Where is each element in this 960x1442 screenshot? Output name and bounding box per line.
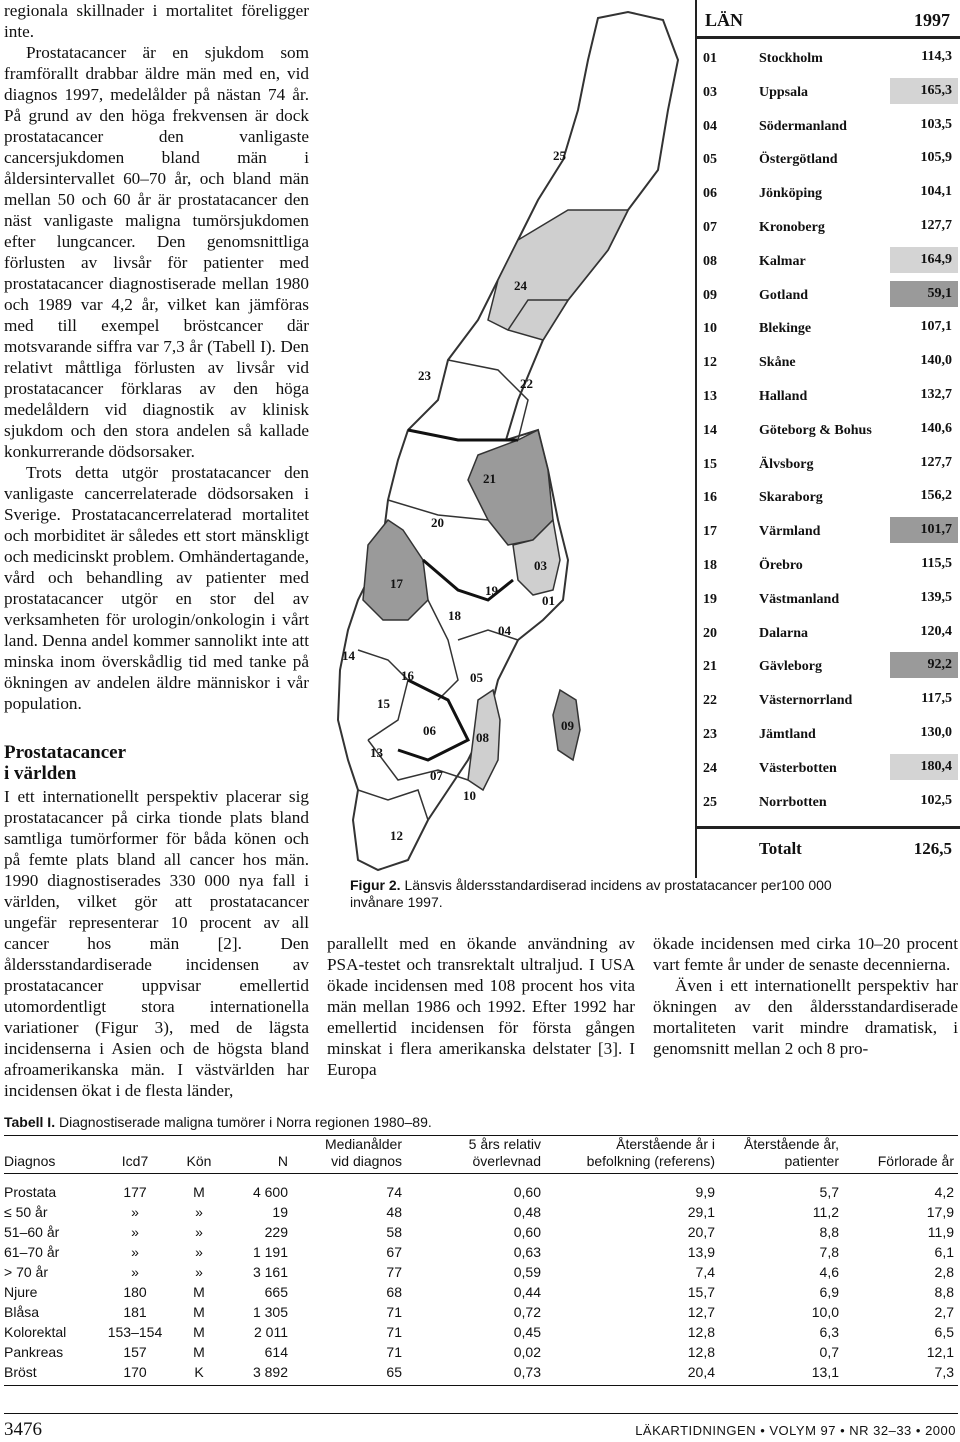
header-line: Återstående år, (744, 1136, 839, 1152)
legend-county-code: 08 (703, 253, 717, 269)
table-cell: Bröst (4, 1362, 100, 1386)
legend-county-code: 17 (703, 524, 717, 540)
legend-county-code: 25 (703, 794, 717, 810)
table-cell: 74 (386, 1184, 402, 1200)
legend-total-label: Totalt (759, 839, 802, 858)
map-label-22: 22 (520, 376, 533, 391)
table-cell: 170 (100, 1362, 174, 1386)
legend-county-code: 04 (703, 118, 717, 134)
legend-incidence-value: 59,1 (890, 281, 958, 307)
section-heading (4, 742, 309, 784)
map-label-18: 18 (448, 608, 461, 623)
legend-county-name: Norrbotten (759, 794, 827, 810)
legend-row (697, 718, 960, 752)
table-row (4, 1362, 958, 1386)
legend-incidence-value: 140,0 (920, 353, 952, 369)
map-label-12: 12 (390, 828, 403, 843)
header-line: befolkning (referens) (586, 1153, 715, 1169)
col-header-n: N (228, 1136, 292, 1174)
legend-incidence-value: 130,0 (920, 725, 952, 740)
figure-caption (350, 877, 850, 911)
page-number: 3476 (4, 1419, 42, 1440)
table-cell: 20,7 (687, 1224, 715, 1240)
table-cell: ≤ 50 år (4, 1204, 48, 1220)
table-cell: 8,8 (934, 1284, 954, 1300)
legend-county-name: Gävleborg (759, 659, 822, 675)
legend-county-name: Östergötland (759, 152, 838, 168)
table-cell: 2,8 (934, 1264, 954, 1280)
legend-county-name: Gotland (759, 287, 809, 303)
table-cell: Kolorektal (4, 1324, 67, 1340)
table-cell: > 70 år (4, 1264, 48, 1280)
table-cell: 12,1 (926, 1344, 954, 1360)
table-row (4, 1322, 958, 1342)
legend-county-name: Blekinge (759, 321, 812, 337)
legend-incidence-value: 164,9 (890, 247, 958, 273)
legend-incidence-value: 132,7 (920, 387, 952, 402)
map-label-01: 01 (542, 593, 555, 608)
legend-row (697, 752, 960, 786)
table-cell: K (174, 1362, 228, 1386)
col-header-remaining-population (545, 1136, 719, 1174)
legend-row (697, 583, 960, 617)
map-label-14: 14 (342, 648, 355, 663)
header-line: patienter (784, 1153, 839, 1169)
table-title (4, 1114, 432, 1130)
legend-county-name: Västerbotten (759, 760, 837, 776)
table-cell: Prostata (4, 1184, 57, 1200)
table-cell: » (131, 1244, 139, 1260)
table-cell: 7,3 (843, 1362, 958, 1386)
legend-county-code: 18 (703, 558, 717, 573)
table-cell: 12,8 (687, 1324, 715, 1340)
table-cell: 10,0 (811, 1304, 839, 1320)
legend-row (697, 786, 960, 820)
map-label-24: 24 (514, 278, 527, 293)
table-title-label: Tabell I. (4, 1114, 56, 1130)
table-row (4, 1262, 958, 1282)
legend-incidence-value: 103,5 (920, 116, 952, 132)
table-cell: 180 (123, 1284, 147, 1300)
legend-incidence-value: 139,5 (920, 589, 952, 605)
legend-row (697, 110, 960, 144)
county-24-region (488, 210, 628, 340)
legend-county-name: Halland (759, 389, 808, 404)
col-header-kon: Kön (174, 1136, 228, 1174)
legend-incidence-value: 156,2 (920, 488, 952, 504)
table-body (4, 1174, 958, 1386)
table-cell: 0,60 (513, 1184, 541, 1200)
legend-row (697, 684, 960, 718)
col-header-lost-years: Förlorade år (843, 1136, 958, 1174)
journal-footer: LÄKARTIDNINGEN • VOLYM 97 • NR 32–33 • 2000 (635, 1423, 956, 1438)
map-label-05: 05 (470, 670, 483, 685)
table-cell: 7,4 (695, 1264, 715, 1280)
table-cell: M (193, 1184, 205, 1200)
table-cell: 181 (123, 1304, 147, 1320)
right-text-column (653, 933, 958, 1059)
table-cell: 3 892 (228, 1362, 292, 1386)
paragraph: parallellt med en ökande användning av PSA-testet och transrektalt ultraljud. I USA ökade incidensen med 108 procent hos vita män mellan 1986 och 1992. Efter 1992 har emellertid incidensen för första gången minskat i flera amerikanska delstater [3]. I Europa (327, 934, 635, 1079)
table-cell: 12,7 (687, 1304, 715, 1320)
table-row (4, 1342, 958, 1362)
table-cell: 0,45 (513, 1324, 541, 1340)
legend-county-name: Skaraborg (759, 490, 823, 506)
table-cell: 19 (272, 1204, 288, 1220)
legend-county-name: Västmanland (759, 591, 840, 607)
legend-county-name: Älvsborg (759, 456, 814, 472)
map-label-09: 09 (561, 718, 574, 733)
table-cell: 4,2 (934, 1184, 954, 1200)
legend-county-code: 07 (703, 220, 717, 235)
table-cell: 48 (386, 1204, 402, 1220)
legend-row (697, 76, 960, 110)
table-cell: 29,1 (687, 1204, 715, 1220)
legend-row (697, 346, 960, 380)
table-cell: 4,6 (819, 1264, 839, 1280)
table-cell: 0,73 (406, 1362, 545, 1386)
table-cell: 7,8 (819, 1244, 839, 1260)
table-row (4, 1202, 958, 1222)
legend-header (697, 4, 960, 39)
table-cell: 9,9 (695, 1184, 715, 1200)
map-label-16: 16 (401, 668, 414, 683)
legend-county-name: Skåne (759, 355, 796, 371)
legend-row (697, 211, 960, 245)
legend-row (697, 448, 960, 482)
legend-county-code: 15 (703, 456, 717, 472)
legend-incidence-value: 117,5 (921, 691, 952, 707)
table-cell: 0,02 (513, 1344, 541, 1360)
legend-incidence-value: 102,5 (920, 792, 952, 808)
legend-row (697, 245, 960, 279)
header-line: Medianålder (324, 1136, 402, 1152)
table-cell: 0,44 (513, 1284, 541, 1300)
table-cell: » (131, 1264, 139, 1280)
legend-county-code: 10 (703, 321, 717, 337)
legend-county-name: Kalmar (759, 253, 806, 269)
legend-county-name: Värmland (759, 524, 821, 540)
legend-county-name: Jämtland (759, 727, 816, 742)
legend-row (697, 279, 960, 313)
table-cell: 68 (386, 1284, 402, 1300)
legend-county-name: Stockholm (759, 51, 823, 66)
legend-incidence-value: 105,9 (920, 150, 952, 166)
table-cell: 177 (123, 1184, 147, 1200)
map-label-06: 06 (423, 723, 436, 738)
map-label-21: 21 (483, 471, 496, 486)
paragraph: ökade incidensen med cirka 10–20 procent vart femte år under de senaste decennierna. (653, 934, 958, 974)
table-cell: 13,1 (719, 1362, 843, 1386)
table-cell: 15,7 (687, 1284, 715, 1300)
col-header-remaining-patients (719, 1136, 843, 1174)
header-line: Återstående år i (616, 1136, 715, 1152)
legend-incidence-value: 180,4 (890, 754, 958, 780)
legend-incidence-value: 107,1 (920, 319, 952, 335)
table-cell: 0,72 (513, 1304, 541, 1320)
legend-county-name: Södermanland (759, 118, 847, 134)
legend-county-name: Örebro (759, 558, 803, 573)
table-cell: 11,2 (812, 1204, 839, 1220)
table-cell: 0,7 (819, 1344, 839, 1360)
table-title-text: Diagnostiserade maligna tumörer i Norra regionen 1980–89. (58, 1114, 432, 1130)
map-label-19: 19 (485, 583, 498, 598)
table-cell: » (131, 1204, 139, 1220)
legend-row (697, 177, 960, 211)
table-cell: 6,3 (819, 1324, 839, 1340)
legend-header-year: 1997 (914, 10, 950, 30)
col-header-survival (406, 1136, 545, 1174)
legend-county-name: Kronoberg (759, 220, 825, 235)
caption-label: Figur 2. (350, 877, 401, 893)
legend-county-code: 13 (703, 389, 717, 404)
table-cell: 8,8 (819, 1224, 839, 1240)
legend-county-code: 03 (703, 84, 717, 100)
map-label-03: 03 (534, 558, 547, 573)
table-cell: 61–70 år (4, 1244, 60, 1260)
table-cell: 0,63 (513, 1244, 541, 1260)
section-heading-line2: i världen (4, 763, 77, 784)
county-legend-table (695, 0, 960, 878)
table-cell: » (195, 1244, 203, 1260)
legend-incidence-value: 127,7 (920, 454, 952, 470)
table-cell: 6,5 (934, 1324, 954, 1340)
legend-county-code: 06 (703, 186, 717, 202)
legend-county-code: 16 (703, 490, 717, 506)
legend-incidence-value: 104,1 (920, 184, 952, 200)
header-line: vid diagnos (331, 1153, 402, 1169)
table-cell: 17,9 (926, 1204, 954, 1220)
legend-incidence-value: 140,6 (920, 420, 952, 436)
table-cell: 71 (386, 1304, 402, 1320)
legend-row (697, 481, 960, 515)
legend-total-row (697, 826, 960, 867)
table-cell: 0,60 (513, 1224, 541, 1240)
map-label-25: 25 (553, 148, 566, 163)
table-cell: » (195, 1264, 203, 1280)
table-cell: 67 (386, 1244, 402, 1260)
header-line: överlevnad (472, 1153, 541, 1169)
table-cell: 12,8 (687, 1344, 715, 1360)
table-cell: Pankreas (4, 1344, 64, 1360)
map-label-17: 17 (390, 576, 403, 591)
table-cell: 1 191 (252, 1244, 288, 1260)
map-label-23: 23 (418, 368, 431, 383)
map-label-10: 10 (463, 788, 476, 803)
legend-incidence-value: 120,4 (920, 623, 952, 639)
legend-row (697, 414, 960, 448)
table-cell: 5,7 (819, 1184, 839, 1200)
table-cell: 20,4 (545, 1362, 719, 1386)
map-label-20: 20 (431, 515, 444, 530)
table-row (4, 1242, 958, 1262)
legend-county-code: 12 (703, 355, 717, 371)
legend-row (697, 650, 960, 684)
legend-header-county: LÄN (705, 10, 744, 30)
legend-county-name: Västernorrland (759, 693, 853, 709)
table-cell: M (193, 1284, 205, 1300)
table-cell: » (195, 1204, 203, 1220)
table-row (4, 1222, 958, 1242)
legend-county-code: 21 (703, 659, 717, 675)
legend-county-code: 14 (703, 422, 717, 438)
legend-county-code: 24 (703, 760, 717, 776)
legend-county-name: Uppsala (759, 84, 809, 100)
legend-row (697, 143, 960, 177)
table-cell: 3 161 (252, 1264, 288, 1280)
legend-incidence-value: 92,2 (890, 652, 958, 678)
section-heading-line1: Prostatacancer (4, 742, 127, 763)
paragraph: regionala skillnader i mortalitet föreligger inte. (4, 1, 309, 41)
sweden-county-map (328, 0, 698, 880)
paragraph: I ett internationellt perspektiv placerar sig prostatacancer på cirka tionde plats bland samtliga tumörformer för båda könen och på femte plats bland all cancer hos män. 1990 diagnostiserades 330 000 nya fall i världen, vilket gör att prostatacancer ungefär representerar 10 procent av all cancer hos män [2]. Den åldersstandardiserade incidensen av prostatacancer uppvisar emellertid utomordentligt stora internationella variationer (Figur 3), med de lägsta incidenserna i Asien och de högsta bland afroamerikanska män. I västvärlden har incidensen ökat i de flesta länder, (4, 787, 309, 1100)
legend-county-code: 05 (703, 152, 717, 168)
legend-incidence-value: 114,3 (921, 49, 952, 64)
table-cell: Blåsa (4, 1304, 40, 1320)
table-cell: 1 305 (252, 1304, 288, 1320)
table-cell: 0,48 (513, 1204, 541, 1220)
legend-row (697, 380, 960, 414)
legend-incidence-value: 127,7 (920, 218, 952, 233)
legend-incidence-value: 101,7 (890, 517, 958, 543)
paragraph: Även i ett internationellt perspektiv har ökningen av den åldersstandardiserade mortaliteten varit mindre dramatisk, i genomsnitt mellan 2 och 8 pro- (653, 976, 958, 1058)
map-label-04: 04 (498, 623, 511, 638)
legend-county-name: Dalarna (759, 625, 808, 641)
table-cell: 6,1 (934, 1244, 954, 1260)
left-text-column (4, 0, 309, 1101)
table-cell: 71 (386, 1344, 402, 1360)
table-cell: 6,9 (819, 1284, 839, 1300)
table-cell: 51–60 år (4, 1224, 60, 1240)
table-cell: 2 011 (254, 1324, 288, 1340)
table-row (4, 1174, 958, 1203)
table-cell: 71 (386, 1324, 402, 1340)
map-label-15: 15 (377, 696, 390, 711)
table-cell: 4 600 (252, 1184, 288, 1200)
legend-county-name: Jönköping (759, 186, 823, 202)
table-cell: 77 (386, 1264, 402, 1280)
header-line: 5 års relativ (468, 1136, 541, 1152)
table-cell: 2,7 (934, 1304, 954, 1320)
legend-incidence-value: 115,5 (921, 556, 952, 571)
paragraph: Prostatacancer är en sjukdom som framförallt drabbar äldre män med en, vid diagnos 1997, medelålder på nästan 74 år. På grund av den höga frekvensen är dock prostatacancer den vanligaste cancersjukdomen bland män i åldersintervallet 60–70 år, och bland män mellan 50 och 60 år är prostatacancer den näst vanligaste maligna tumörsjukdomen efter lungcancer. Den genomsnittliga förlusten av livsår för patienter med prostatacancer diagnostiserade mellan 1980 och 1989 var 4,2 år, vilket kan jämföras med till exempel bröstcancer där motsvarande siffra var 7,3 år (Tabell I). Den relativt måttliga förlusten av livsår vid prostatacancer förklaras av den höga medelåldern vid diagnostik av klinisk sjukdom och den stora andelen så kallade konkurrerande dödsorsaker. (4, 43, 309, 461)
table-header-row (4, 1136, 958, 1174)
table-cell: 65 (292, 1362, 406, 1386)
tumor-table (4, 1135, 958, 1386)
paragraph: Trots detta utgör prostatacancer den vanligaste cancerrelaterade dödsorsaken i Sverige. Prostatacancerrelaterad mortalitet och morbiditet är således ett stort mänskligt och medicinskt problem. Omhändertagande, vård och behandling av patienter med prostatacancer utgör en stor del av verksamheten för urologin/onkologin i vårt land. Denna andel kommer sannolikt inte att minska inom överskådlig tid med tanke på ökningen av andelen äldre människor i vår population. (4, 463, 309, 713)
legend-row (697, 515, 960, 549)
table-cell: M (193, 1344, 205, 1360)
legend-row (697, 312, 960, 346)
table-cell: 229 (264, 1224, 288, 1240)
col-header-icd7: Icd7 (100, 1136, 174, 1174)
legend-incidence-value: 165,3 (890, 78, 958, 104)
legend-county-name: Göteborg & Bohus (759, 422, 872, 438)
table-cell: 665 (264, 1284, 288, 1300)
table-cell: 157 (123, 1344, 147, 1360)
col-header-median (292, 1136, 406, 1174)
footer-divider (4, 1413, 958, 1414)
table-cell: 0,59 (513, 1264, 541, 1280)
legend-row (697, 617, 960, 651)
map-label-08: 08 (476, 730, 489, 745)
table-cell: » (131, 1224, 139, 1240)
legend-county-code: 09 (703, 287, 717, 303)
legend-county-code: 01 (703, 51, 717, 66)
legend-county-code: 20 (703, 625, 717, 641)
table-row (4, 1282, 958, 1302)
col-header-diagnos: Diagnos (4, 1136, 100, 1174)
table-cell: » (195, 1224, 203, 1240)
table-cell: Njure (4, 1284, 38, 1300)
caption-text: Länsvis åldersstandardiserad incidens av prostatacancer per100 000 invånare 1997. (350, 877, 832, 910)
legend-row (697, 42, 960, 76)
table-cell: M (193, 1304, 205, 1320)
legend-county-code: 22 (703, 693, 717, 709)
table-cell: M (193, 1324, 205, 1340)
legend-row (697, 549, 960, 583)
legend-county-code: 19 (703, 591, 717, 607)
middle-text-column (327, 933, 635, 1080)
legend-total-value: 126,5 (913, 839, 952, 858)
table-cell: 11,9 (927, 1224, 954, 1240)
table-row (4, 1302, 958, 1322)
table-cell: 58 (386, 1224, 402, 1240)
table-cell: 153–154 (107, 1324, 163, 1340)
legend-county-code: 23 (703, 727, 717, 742)
map-label-07: 07 (430, 768, 443, 783)
table-cell: 614 (264, 1344, 288, 1360)
table-cell: 13,9 (687, 1244, 715, 1260)
map-label-13: 13 (370, 745, 383, 760)
